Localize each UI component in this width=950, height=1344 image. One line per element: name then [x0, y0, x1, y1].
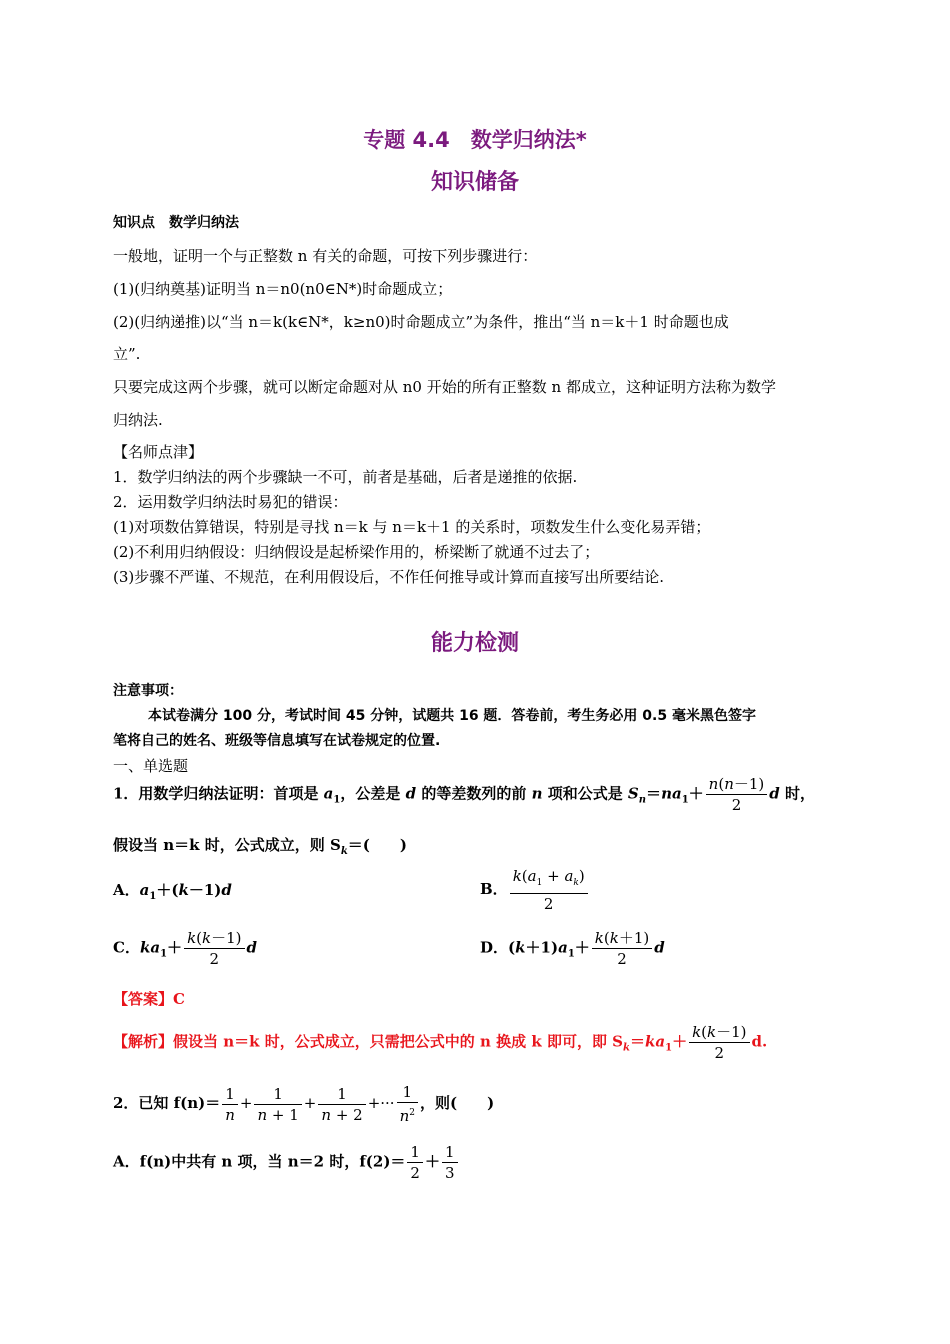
q1-text: 1．用数学归纳法证明：首项是	[113, 784, 324, 803]
section-knowledge: 知识储备	[430, 170, 519, 195]
q1-line2: 假设当 n＝k 时，公式成立，则 $S_k=$( )	[113, 836, 407, 857]
notes-text-cont: 笔将自己的姓名、班级等信息填写在试卷规定的位置.	[113, 733, 441, 749]
q2-option-a[interactable]: A．f(n)中共有 n 项，当 n＝2 时，f(2)＝ $\frac{1}{2}$ ＋ $\frac{1}{3}$	[113, 1142, 460, 1183]
step2-text-cont: 立”.	[113, 345, 141, 363]
intro-text: 一般地，证明一个与正整数 n 有关的命题，可按下列步骤进行：	[113, 247, 538, 265]
tips-heading: 【名师点津】	[113, 443, 204, 461]
doc-title: 专题 4.4 数学归纳法*	[363, 128, 587, 152]
summary-text: 只要完成这两个步骤，就可以断定命题对从 n0 开始的所有正整数 n 都成立，这种证明方法称为数学	[113, 378, 776, 396]
part-heading: 一、单选题	[113, 757, 189, 775]
question-2: 2．已知 f(n)＝ $\frac{1}{n}$ + $\frac{1}{n + 1}$ + $\frac{1}{n + 2}$ +··· $\frac{1}{n^2}$ ，则( )	[113, 1083, 495, 1125]
question-1: 1．用数学归纳法证明：首项是 $a_1$，公差是 d 的等差数列的前 n 项和公式是 $S_n=na_1+$ $\frac{n(n-1)}{2}$ d 时，	[113, 775, 816, 814]
tip-2c: (3)步骤不严谨、不规范，在利用假设后，不作任何推导或计算而直接写出所要结论.	[113, 568, 665, 586]
step2-text: (2)(归纳递推)以“当 n＝k(k∈N*，k≥n0)时命题成立”为条件，推出“当 n＝k＋1 时命题也成	[113, 313, 729, 331]
q1-option-b[interactable]: B． $\frac{k(a_1 + a_k)}{2}$	[480, 866, 590, 914]
q1-analysis: 【解析】假设当 n＝k 时，公式成立，只需把公式中的 n 换成 k 即可，即 $S_k=ka_1+$ $\frac{k(k-1)}{2}$ d.	[113, 1023, 768, 1062]
q1-option-a[interactable]: A．$a_1+(k-1)d$	[113, 881, 232, 902]
q1-answer: 【答案】C	[113, 990, 185, 1008]
formula-fraction: $\frac{n(n-1)}{2}$	[706, 774, 768, 815]
tip-2b: (2)不利用归纳假设：归纳假设是起桥梁作用的，桥梁断了就通不过去了；	[113, 543, 600, 561]
notes-heading: 注意事项：	[113, 683, 183, 699]
tip-2: 2．运用数学归纳法时易犯的错误：	[113, 493, 348, 511]
summary-text-cont: 归纳法.	[113, 411, 163, 429]
section-test: 能力检测	[430, 631, 519, 656]
q1-option-c[interactable]: C．$ka_1+$ $\frac{k(k-1)}{2}$ d	[113, 929, 258, 968]
tip-1: 1．数学归纳法的两个步骤缺一不可，前者是基础，后者是递推的依据.	[113, 468, 578, 486]
knowledge-point-heading: 知识点 数学归纳法	[113, 215, 239, 231]
notes-text: 本试卷满分 100 分，考试时间 45 分钟，试题共 16 题．答卷前，考生务必用 0.5 毫米黑色签字	[148, 708, 756, 724]
step1-text: (1)(归纳奠基)证明当 n＝n0(n0∈N*)时命题成立；	[113, 280, 453, 298]
tip-2a: (1)对项数估算错误，特别是寻找 n＝k 与 n＝k＋1 的关系时，项数发生什么变化易弄错；	[113, 518, 711, 536]
q1-option-d[interactable]: D．$(k+1)a_1+$ $\frac{k(k+1)}{2}$ d	[480, 929, 665, 968]
